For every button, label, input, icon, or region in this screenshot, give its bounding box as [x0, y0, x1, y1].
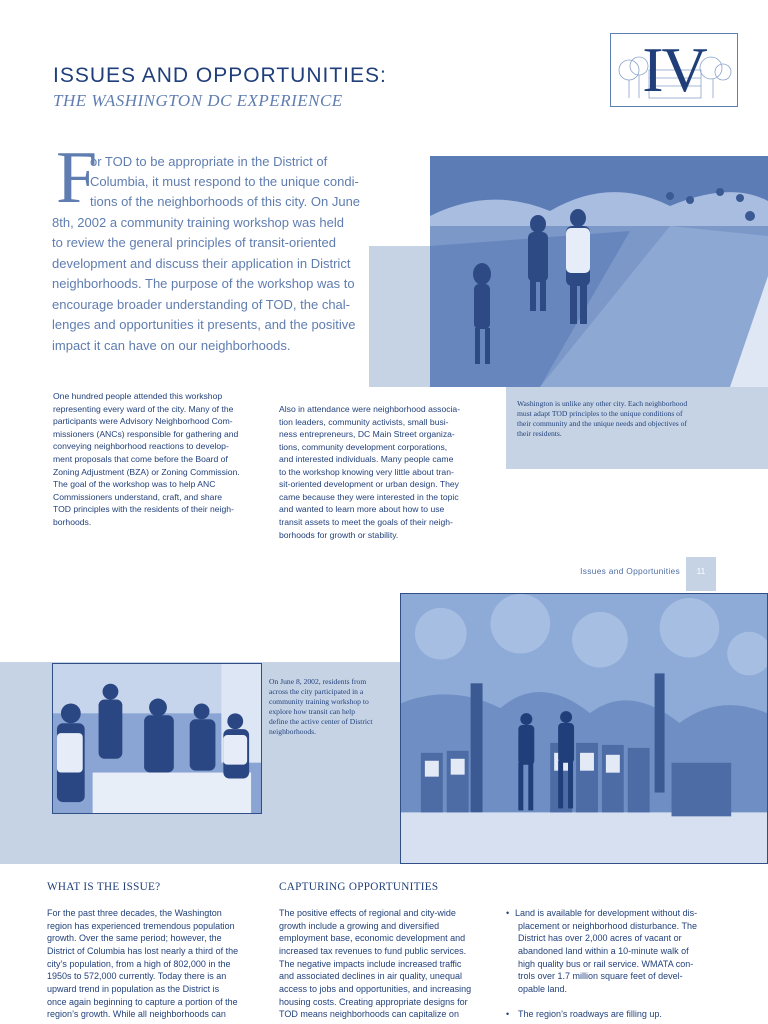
body-line: growth. Over the same period; however, the	[47, 933, 222, 943]
street-scene-photo	[430, 156, 768, 387]
lead-line: or TOD to be appropriate in the District of	[90, 154, 328, 169]
bullet-line: trols over 1.7 million square feet of devel-	[518, 971, 683, 981]
body-line: District of Columbia has lost nearly a third of the	[47, 946, 239, 956]
body-line: growth include a growing and diversified	[279, 921, 440, 931]
body-line: increased tax revenues to fund public services.	[279, 946, 467, 956]
bullet-line: abandoned land within a 10-minute walk of	[518, 946, 689, 956]
page-number-tab	[686, 557, 716, 591]
bullet-marker: •	[506, 1009, 510, 1019]
running-footer: Issues and Opportunities	[580, 566, 680, 576]
bullet-line: high quality bus or rail service. WMATA con-	[518, 959, 694, 969]
body-line: city’s population, from a high of 802,000 in the	[47, 959, 231, 969]
body-line: region has experienced tremendous population	[47, 921, 235, 931]
caption-line: Washington is unlike any other city. Each neighborhood	[517, 399, 688, 408]
drop-cap: F	[56, 137, 98, 219]
bullet-line: placement or neighborhood disturbance. The	[518, 921, 697, 931]
caption-line: their community and the unique needs and objectives of	[517, 419, 687, 428]
body-line: One hundred people attended this workshop	[53, 391, 223, 401]
caption-line: must adapt TOD principles to the unique conditions of	[517, 409, 683, 418]
body-line: Zoning Adjustment (BZA) or Zoning Commission.	[53, 467, 240, 477]
body-line: once again beginning to capture a portion of the	[47, 997, 238, 1007]
body-line: The positive effects of regional and city-wide	[279, 908, 456, 918]
lead-line: lenges and opportunities it presents, and the positive	[52, 317, 356, 332]
body-line: conveying neighborhood reactions to develop-	[53, 441, 229, 451]
body-line: access to jobs and opportunities, and increasing	[279, 984, 472, 994]
body-line: missioners (ANCs) responsible for gathering and	[53, 429, 239, 439]
body-line: The negative impacts include increased traffic	[279, 959, 462, 969]
body-line: sit-oriented development or urban design. They	[279, 479, 459, 489]
body-line: participants were Advisory Neighborhood Com-	[53, 416, 233, 426]
body-line: Commissioners understand, craft, and share	[53, 492, 223, 502]
body-line: ment proposals that come before the Board of	[53, 454, 228, 464]
chapter-numeral: IV	[642, 34, 706, 105]
chapter-marker	[610, 33, 738, 107]
lead-line: development and discuss their application in District	[52, 256, 351, 271]
body-line: tion leaders, community activists, small busi-	[279, 417, 449, 427]
body-line: region’s growth. While all neighborhoods can	[47, 1009, 226, 1019]
park-scene-photo	[400, 593, 768, 864]
lead-line: impact it can have on our neighborhoods.	[52, 338, 291, 353]
caption-line: neighborhoods.	[269, 727, 317, 736]
body-line: Also in attendance were neighborhood associa-	[279, 404, 461, 414]
body-line: transit assets to meet the goals of their neigh-	[279, 517, 453, 527]
body-line: 1950s to 572,000 currently. Today there is an	[47, 971, 227, 981]
lead-line: encourage broader understanding of TOD, the chal-	[52, 297, 350, 312]
body-line: employment base, economic development and	[279, 933, 466, 943]
body-line: borhoods for growth or stability.	[279, 530, 399, 540]
body-line: housing costs. Creating appropriate designs for	[279, 997, 468, 1007]
body-line: and wanted to learn more about how to use	[279, 504, 445, 514]
bullet-marker: •	[506, 908, 510, 918]
lead-line: neighborhoods. The purpose of the workshop was to	[52, 276, 355, 291]
body-line: borhoods.	[53, 517, 92, 527]
body-line: TOD means neighborhoods can capitalize on	[279, 1009, 459, 1019]
caption-line: their residents.	[517, 429, 562, 438]
lead-line: Columbia, it must respond to the unique condi-	[90, 174, 359, 189]
body-line: ness entrepreneurs, DC Main Street organiza-	[279, 429, 455, 439]
capturing-heading: CAPTURING OPPORTUNITIES	[279, 881, 439, 893]
bullet-line: Land is available for development without dis-	[515, 908, 698, 918]
body-line: upward trend in population as the District is	[47, 984, 220, 994]
top-photo-backdrop-band	[369, 246, 430, 387]
lead-line: tions of the neighborhoods of this city. On June	[90, 194, 361, 209]
page-subtitle: THE WASHINGTON DC EXPERIENCE	[53, 91, 343, 110]
body-line: For the past three decades, the Washington	[47, 908, 222, 918]
body-line: to the workshop knowing very little about tran-	[279, 467, 454, 477]
issue-heading: WHAT IS THE ISSUE?	[47, 881, 161, 893]
caption-line: across the city participated in a	[269, 687, 364, 696]
body-line: TOD principles with the residents of their neigh-	[53, 504, 234, 514]
page-number: 11	[696, 566, 706, 576]
bullet-line: District has over 2,000 acres of vacant or	[518, 933, 682, 943]
workshop-photo	[52, 663, 262, 814]
caption-line: explore how transit can help	[269, 707, 356, 716]
lead-line: 8th, 2002 a community training workshop was held	[52, 215, 344, 230]
caption-line: define the active center of District	[269, 717, 373, 726]
body-line: representing every ward of the city. Many of the	[53, 404, 234, 414]
caption-line: On June 8, 2002, residents from	[269, 677, 367, 686]
caption-line: community training workshop to	[269, 697, 369, 706]
bullet-line: opable land.	[518, 984, 568, 994]
body-line: and interested individuals. Many people came	[279, 454, 454, 464]
body-line: tions, community development corporations,	[279, 442, 448, 452]
body-line: came because they were interested in the topic	[279, 492, 459, 502]
body-line: and associated declines in air quality, unequal	[279, 971, 462, 981]
page-title: ISSUES AND OPPORTUNITIES:	[53, 64, 387, 87]
bullet-line: The region’s roadways are filling up.	[518, 1009, 662, 1019]
lead-line: to review the general principles of transit-oriented	[52, 235, 336, 250]
body-line: The goal of the workshop was to help ANC	[53, 479, 216, 489]
